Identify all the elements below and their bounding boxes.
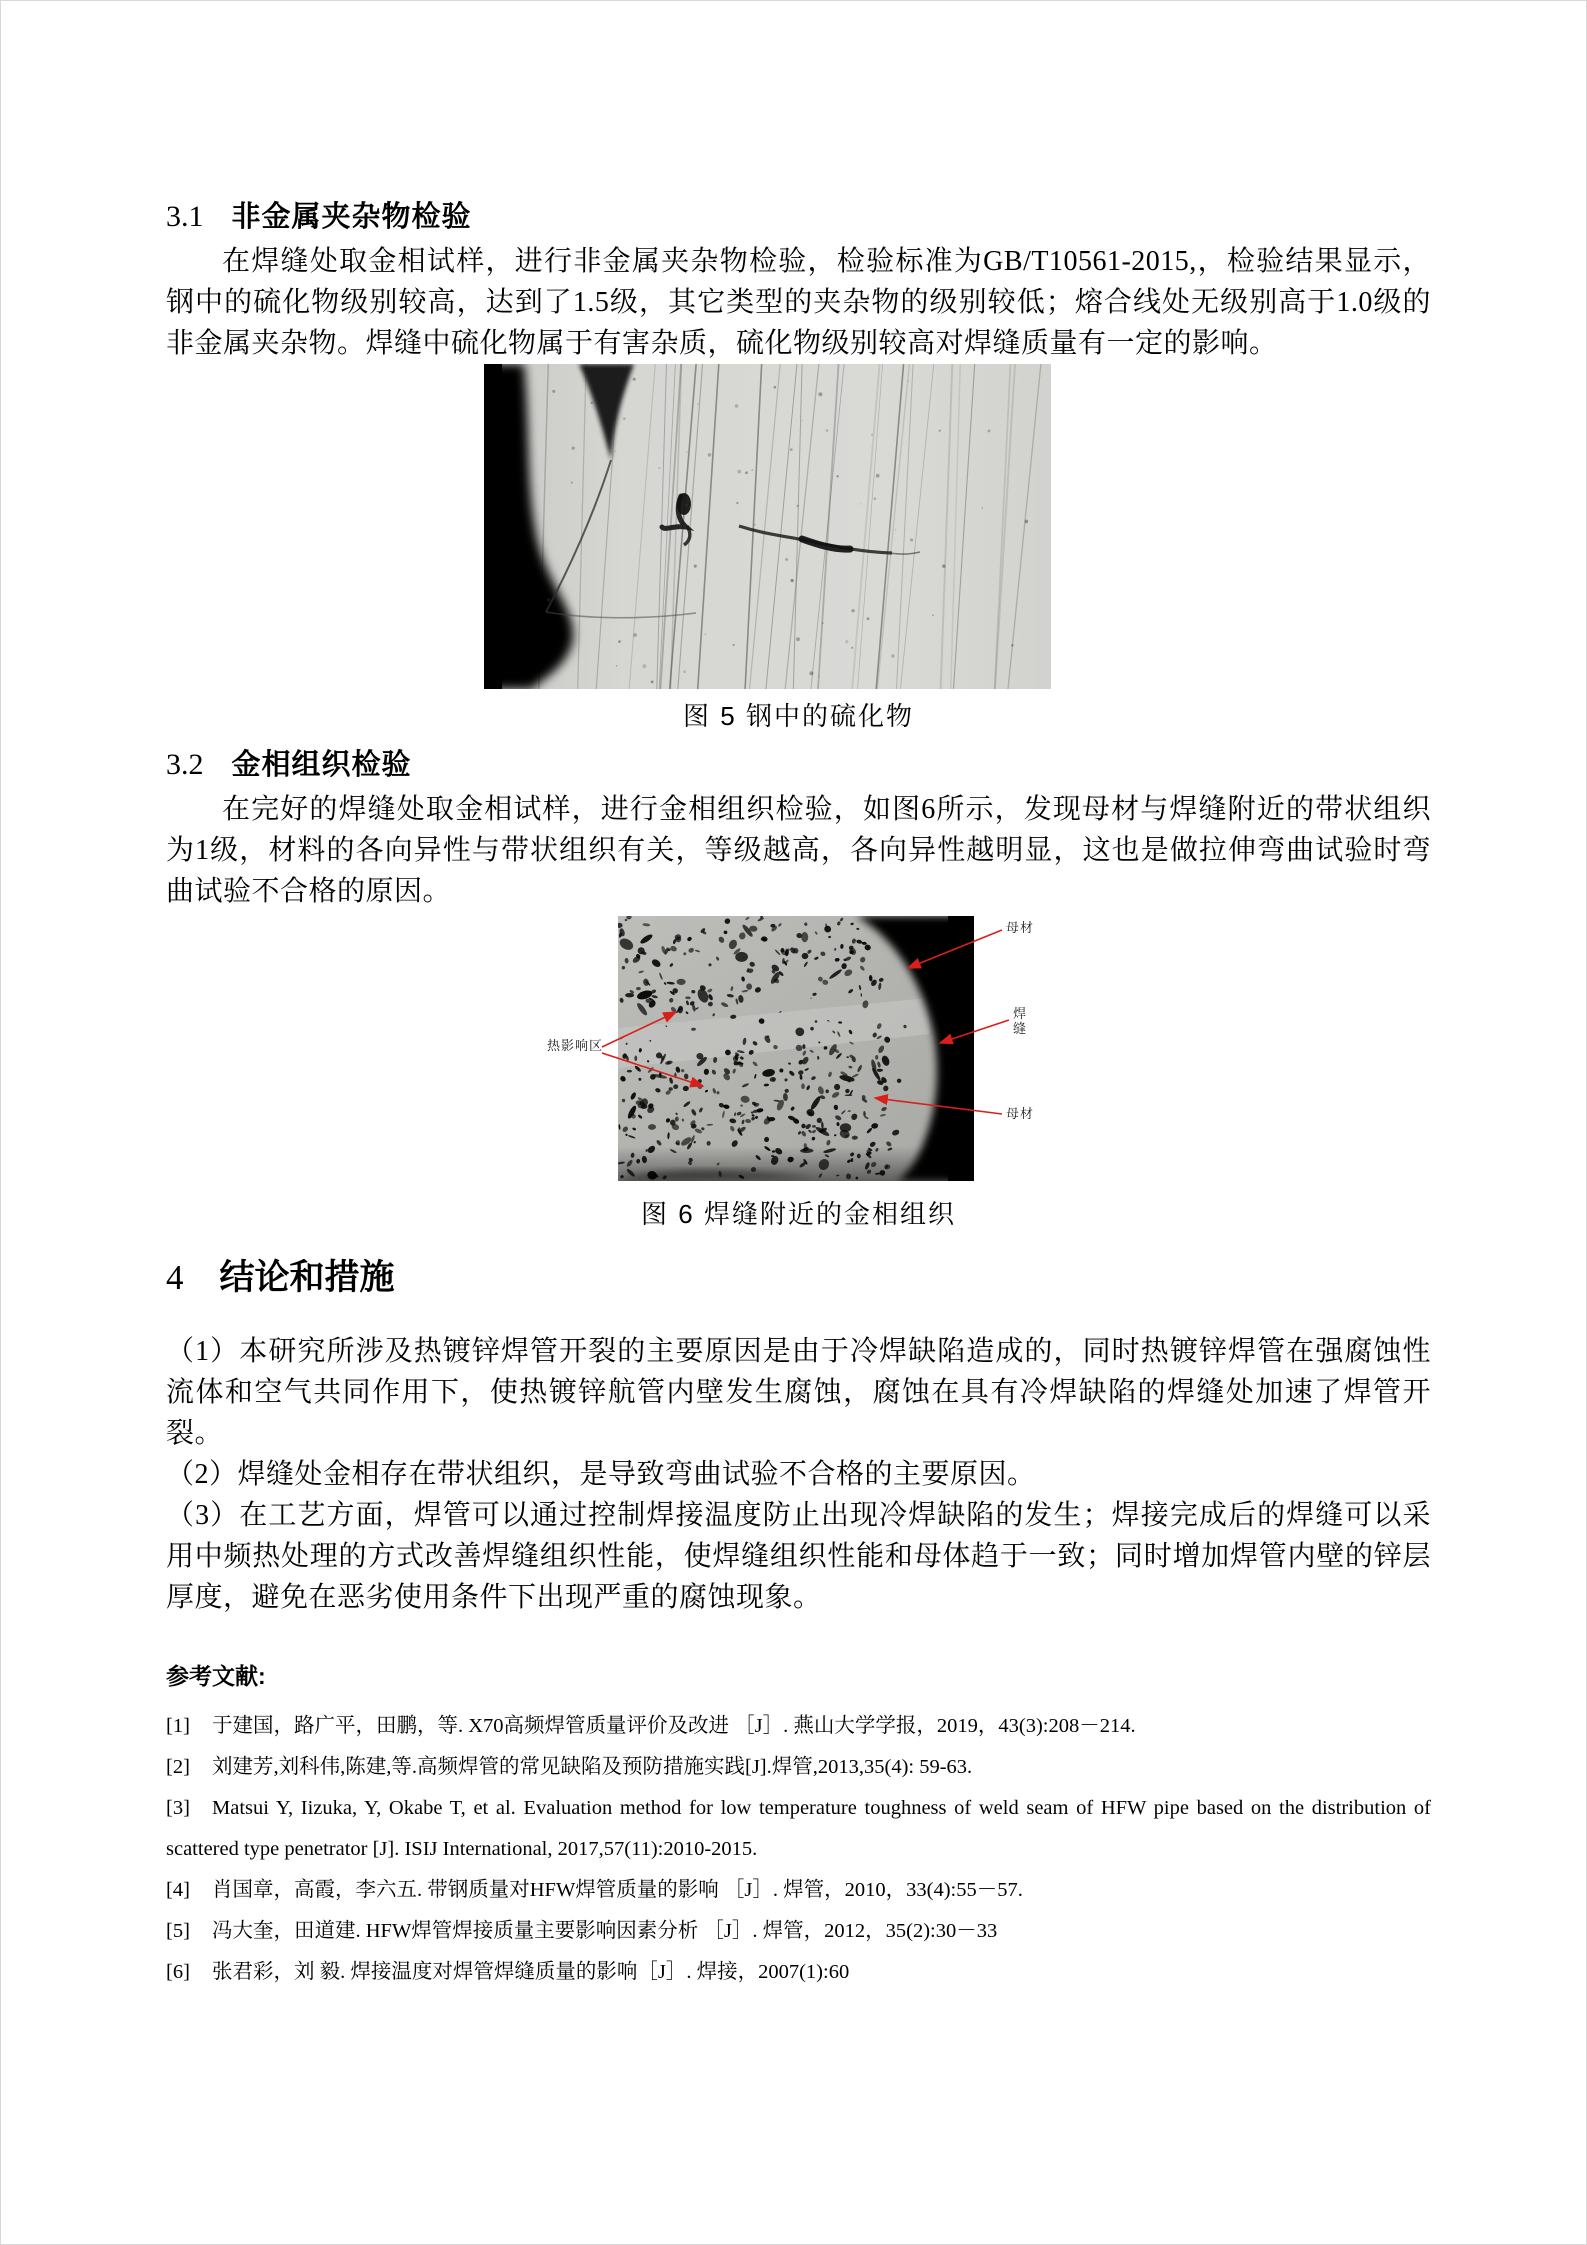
section-3-2-heading [166,745,1431,785]
reference-item [166,1788,1431,1870]
section-3-2-number: 3.2 [166,748,204,781]
reference-label: [1] [166,1715,190,1737]
figure5-micrograph-image [484,364,1051,689]
reference-item [166,1747,1431,1788]
conclusion-item-3: （3）在工艺方面，焊管可以通过控制焊接温度防止出现冷焊缺陷的发生；焊接完成后的焊缝可以采用中频热处理的方式改善焊缝组织性能，使焊缝组织性能和母体趋于一致；同时增加焊管内壁的锌层厚度，避免在恶劣使用条件下出现严重的腐蚀现象。 [166,1500,1431,1613]
reference-label: [4] [166,1879,190,1901]
section-3-1-title: 非金属夹杂物检验 [231,201,472,233]
figure6-annotated-micrograph [166,916,1431,1181]
figure6-caption: 图 6 焊缝附近的金相组织 [641,1199,956,1229]
arrow-heat-affected-upper [602,1012,676,1047]
reference-text: 于建国，路广平，田鹏，等. X70高频焊管质量评价及改进 ［J］. 燕山大学学报，2019，43(3):208－214. [212,1715,1136,1737]
reference-item [166,1870,1431,1911]
reference-text: Matsui Y, Iizuka, Y, Okabe T, et al. Evaluation method for low temperature toughness of weld seam of HFW pipe based on the distribution of scattered type penetrator [J]. ISIJ International, 2017,57(11):2010-2015. [166,1797,1431,1860]
reference-text: 刘建芳,刘科伟,陈建,等.高频焊管的常见缺陷及预防措施实践[J].焊管,2013,35(4): 59-63. [212,1756,973,1778]
section-4-heading [166,1255,1431,1301]
annotation-label-parent-material-top: 母材 [1006,920,1035,935]
reference-label: [3] [166,1797,190,1819]
figure6-annotation-arrows [166,916,1431,1181]
reference-item [166,1952,1431,1993]
reference-item [166,1706,1431,1747]
reference-text: 冯大奎，田道建. HFW焊管焊接质量主要影响因素分析 ［J］. 焊管，2012，35(2):30－33 [212,1920,998,1942]
section-3-1-number: 3.1 [166,200,204,233]
reference-label: [6] [166,1961,190,1983]
arrow-heat-affected-lower [602,1053,703,1086]
arrow-parent-material-top [908,930,1002,968]
section-3-1-paragraph: 在焊缝处取金相试样，进行非金属夹杂物检验，检验标准为GB/T10561-2015,，检验结果显示，钢中的硫化物级别较高，达到了1.5级，其它类型的夹杂物的级别较低；熔合线处无级别高于1.0级的非金属夹杂物。焊缝中硫化物属于有害杂质，硫化物级别较高对焊缝质量有一定的影响。 [166,246,1431,359]
section-4-number: 4 [166,1258,184,1297]
figure5-micrograph [484,364,1051,689]
figure5-caption: 图 5 钢中的硫化物 [683,701,914,731]
page-content [166,197,1431,1993]
section-3-2-title: 金相组织检验 [231,749,412,781]
reference-text: 肖国章，高霞，李六五. 带钢质量对HFW焊管质量的影响 ［J］. 焊管，2010，33(4):55－57. [212,1879,1023,1901]
arrow-parent-material-bottom [875,1098,1002,1114]
annotation-label-weld-seam: 焊缝 [1013,1006,1027,1036]
annotation-label-heat-affected-zone: 热影响区 [547,1038,604,1053]
annotation-label-parent-material-bottom: 母材 [1006,1106,1035,1121]
reference-label: [2] [166,1756,190,1778]
arrow-weld-seam [940,1020,1009,1043]
section-3-2-paragraph: 在完好的焊缝处取金相试样，进行金相组织检验，如图6所示，发现母材与焊缝附近的带状组织为1级，材料的各向异性与带状组织有关，等级越高，各向异性越明显，这也是做拉伸弯曲试验时弯曲试验不合格的原因。 [166,794,1431,907]
reference-text: 张君彩，刘 毅. 焊接温度对焊管焊缝质量的影响［J］. 焊接，2007(1):60 [212,1961,850,1983]
references-heading: 参考文献: [166,1663,266,1689]
conclusion-item-2: （2）焊缝处金相存在带状组织，是导致弯曲试验不合格的主要原因。 [166,1459,1036,1490]
reference-item [166,1911,1431,1952]
conclusion-item-1: （1）本研究所涉及热镀锌焊管开裂的主要原因是由于冷焊缺陷造成的，同时热镀锌焊管在强腐蚀性流体和空气共同作用下，使热镀锌航管内壁发生腐蚀，腐蚀在具有冷焊缺陷的焊缝处加速了焊管开裂。 [166,1336,1431,1449]
section-4-title: 结论和措施 [219,1258,395,1297]
section-3-1-heading [166,197,1431,237]
conclusions-block [166,1331,1431,1618]
reference-label: [5] [166,1920,190,1942]
references-list [166,1706,1431,1993]
